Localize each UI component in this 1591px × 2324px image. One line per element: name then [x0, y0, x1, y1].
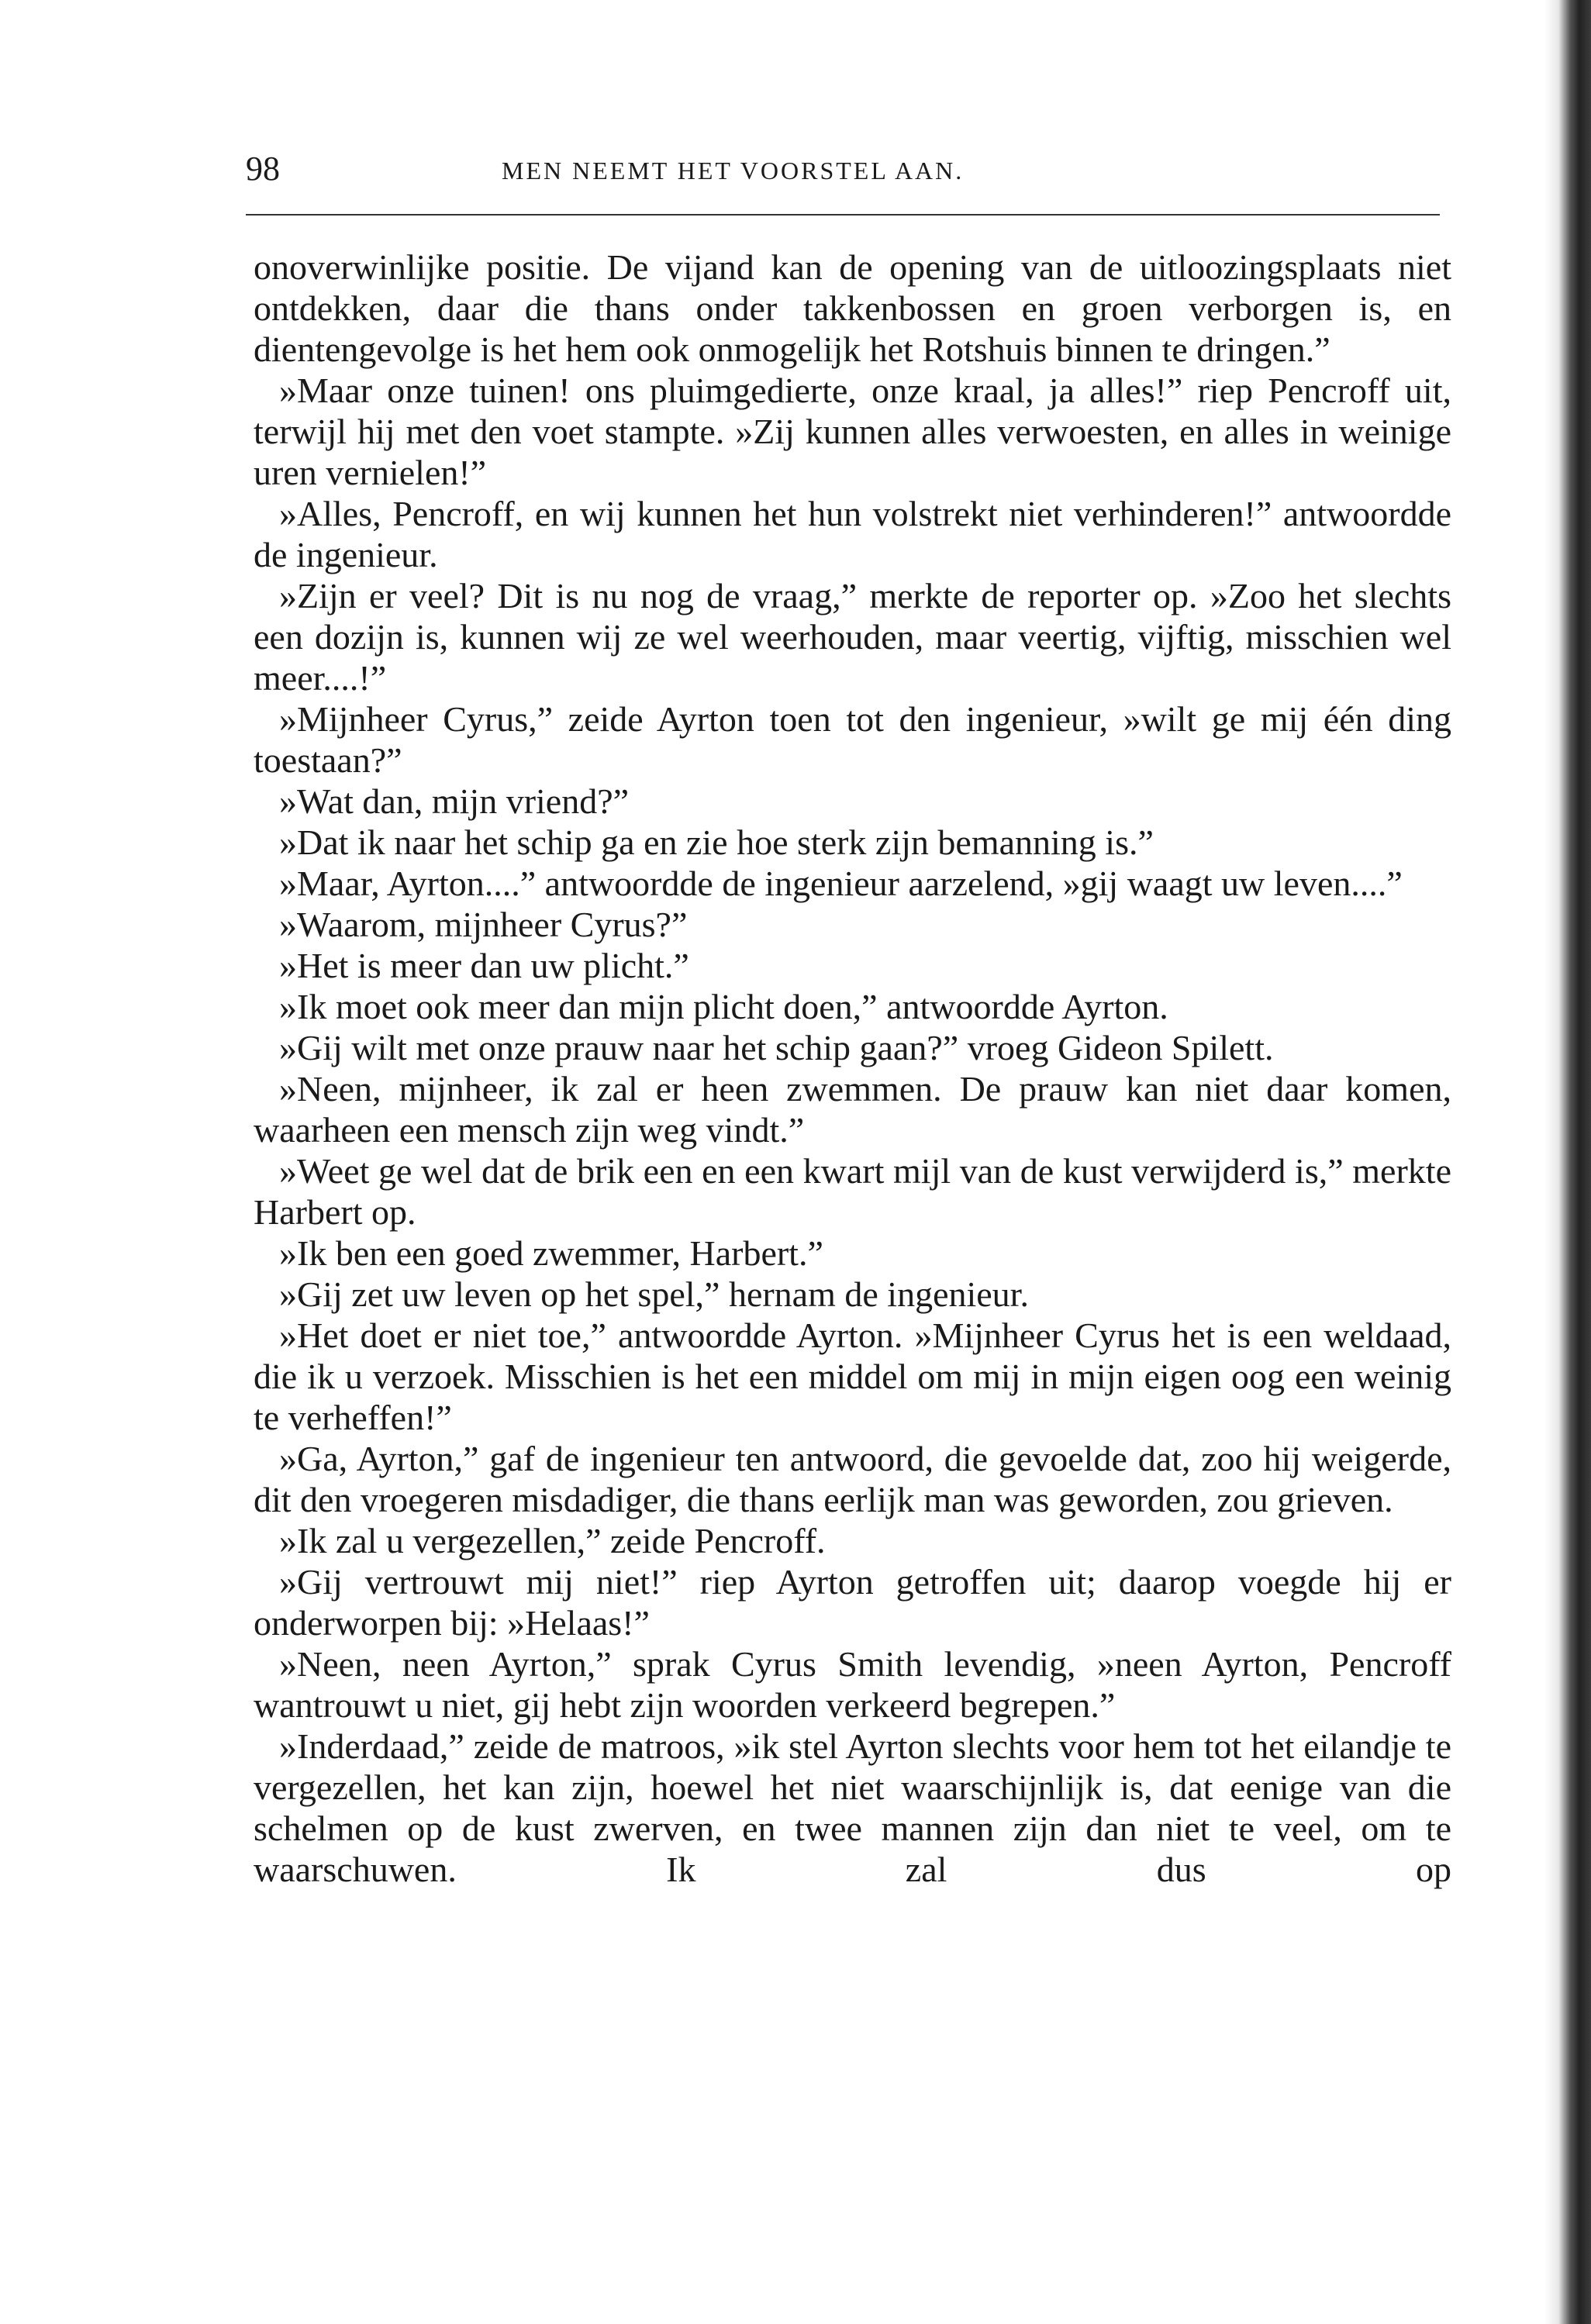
paragraph: »Weet ge wel dat de brik een en een kwart mijl van de kust verwijderd is,” merkte Harbert op. [254, 1151, 1451, 1232]
paragraph: »Inderdaad,” zeide de matroos, »ik stel Ayrton slechts voor hem tot het eilandje te vergezellen, het kan zijn, hoewel het niet waarschijnlijk is, dat eenige van die schelmen op de kust zwerven, en twee mannen zijn dan niet te veel, om te waarschuwen. Ik zal dus op [254, 1726, 1451, 1889]
paragraph: »Maar onze tuinen! ons pluimgedierte, onze kraal, ja alles!” riep Pencroff uit, terwijl hij met den voet stampte. »Zij kunnen alles verwoesten, en alles in weinige uren vernielen!” [254, 371, 1451, 492]
header-rule [246, 214, 1440, 216]
paragraph: »Gij wilt met onze prauw naar het schip gaan?” vroeg Gideon Spilett. [279, 1028, 1274, 1067]
paragraph: »Ga, Ayrton,” gaf de ingenieur ten antwoord, die gevoelde dat, zoo hij weigerde, dit den vroegeren misdadiger, die thans eerlijk man was geworden, zou grieven. [254, 1439, 1451, 1519]
paragraph: »Het doet er niet toe,” antwoordde Ayrton. »Mijnheer Cyrus het is een weldaad, die ik u verzoek. Misschien is het een middel om mij in mijn eigen oog een weinig te verheffen!” [254, 1315, 1451, 1437]
page-number: 98 [246, 150, 280, 188]
paragraph: »Gij zet uw leven op het spel,” hernam de ingenieur. [279, 1274, 1029, 1314]
paragraph: »Gij vertrouwt mij niet!” riep Ayrton getroffen uit; daarop voegde hij er onderworpen bij: »Helaas!” [254, 1562, 1451, 1643]
paragraph: »Ik zal u vergezellen,” zeide Pencroff. [279, 1521, 826, 1560]
paragraph: »Ik moet ook meer dan mijn plicht doen,” antwoordde Ayrton. [279, 987, 1168, 1026]
paragraph: »Mijnheer Cyrus,” zeide Ayrton toen tot den ingenieur, »wilt ge mij één ding toestaan?” [254, 699, 1451, 780]
body-text [254, 247, 1451, 1890]
page-header [246, 146, 1440, 192]
paragraph: »Wat dan, mijn vriend?” [279, 781, 630, 821]
paragraph: »Ik ben een goed zwemmer, Harbert.” [279, 1233, 823, 1273]
paragraph: »Neen, neen Ayrton,” sprak Cyrus Smith levendig, »neen Ayrton, Pencroff wantrouwt u niet, gij hebt zijn woorden verkeerd begrepen.” [254, 1644, 1451, 1725]
paragraph: »Neen, mijnheer, ik zal er heen zwemmen. De prauw kan niet daar komen, waarheen een mensch zijn weg vindt.” [254, 1069, 1451, 1150]
paragraph: »Maar, Ayrton....” antwoordde de ingenieur aarzelend, »gij waagt uw leven....” [279, 864, 1403, 903]
paragraph: »Het is meer dan uw plicht.” [279, 946, 689, 985]
paragraph: »Dat ik naar het schip ga en zie hoe sterk zijn bemanning is.” [279, 822, 1154, 862]
paragraph: »Alles, Pencroff, en wij kunnen het hun volstrekt niet verhinderen!” antwoordde de ingenieur. [254, 494, 1451, 574]
paragraph: onoverwinlijke positie. De vijand kan de opening van de uitloozingsplaats niet ontdekken, daar die thans onder takkenbossen en groen verborgen is, en dientengevolge is het hem ook onmogelijk het Rotshuis binnen te dringen.” [254, 247, 1451, 369]
binding-edge [1544, 0, 1591, 2324]
paragraph: »Zijn er veel? Dit is nu nog de vraag,” merkte de reporter op. »Zoo het slechts een dozijn is, kunnen wij ze wel weerhouden, maar veertig, vijftig, misschien wel meer....!” [254, 576, 1451, 698]
paragraph: »Waarom, mijnheer Cyrus?” [279, 905, 688, 944]
running-title: MEN NEEMT HET VOORSTEL AAN. [502, 157, 965, 184]
